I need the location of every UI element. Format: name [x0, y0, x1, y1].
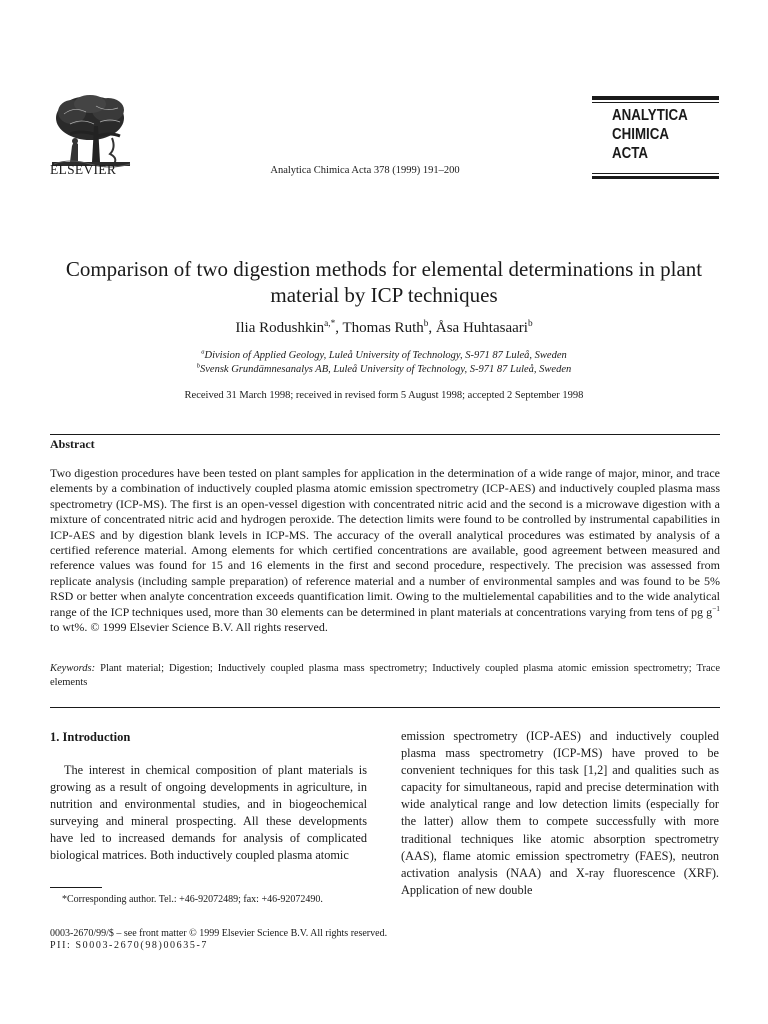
publisher-name: ELSEVIER: [50, 162, 117, 177]
affiliation: [40, 364, 728, 375]
author-name: Åsa Huhtasaari: [435, 320, 528, 336]
body-paragraph-right: emission spectrometry (ICP-AES) and inductively coupled plasma mass spectrometry (ICP-MS) have proved to be convenient techniques for this task [1,2] and qualities such as capacity for simultaneous, rapid and precise determination with wide analytical range and low detection limits (especially for the latter) allow them to compete successfully with more traditional techniques like atomic absorption spectrometry (AAS), flame atomic emission spectrometry (FAES), neutron activation analysis (NAA) and X-ray fluorescence (XRF). Application of new double: [401, 729, 719, 897]
author-affiliation-mark: b: [527, 319, 533, 329]
brand-rule-bottom: [592, 176, 719, 179]
footnote-rule: [50, 887, 102, 888]
abstract-text-end: to wt%. © 1999 Elsevier Science B.V. All rights reserved.: [50, 620, 328, 635]
body-paragraph-left: The interest in chemical composition of plant materials is growing as a result of ongoing developments in agriculture, in nutrition and environmental studies, and in biogeochemical surveying and mineral prospecting. All these developments have led to increased demands for analysis of complicated biological matrices. Both inductively coupled plasma atomic: [50, 763, 367, 863]
affiliation-mark: b: [196, 362, 200, 370]
author-name: Ilia Rodushkin: [235, 320, 325, 336]
journal-citation: Analytica Chimica Acta 378 (1999) 191–200: [270, 165, 460, 176]
abstract-heading: Abstract: [50, 437, 95, 451]
corresponding-author-footnote: *Corresponding author. Tel.: +46-92072489; fax: +46-92072490.: [62, 894, 323, 905]
author-affiliation-mark: b: [423, 319, 429, 329]
journal-brand-line-2: CHIMICA: [612, 126, 670, 143]
keywords-rule: [50, 707, 720, 708]
received-dates: Received 31 March 1998; received in revised form 5 August 1998; accepted 2 September 1998: [184, 390, 584, 401]
front-matter-line: 0003-2670/99/$ – see front matter © 1999 Elsevier Science B.V. All rights reserved.: [50, 928, 388, 939]
keywords-text: Plant material; Digestion; Inductively coupled plasma mass spectrometry; Inductively coupled plasma atomic emission spectrometry; Trace elements: [50, 663, 720, 688]
abstract-text: [50, 466, 720, 635]
abstract-rule: [50, 434, 720, 435]
keywords-label: Keywords:: [50, 663, 96, 674]
journal-brand-line-1: ANALYTICA: [612, 107, 688, 124]
abstract-text-main: Two digestion procedures have been tested on plant samples for application in the determination of a wide range of major, minor, and trace elements by a combination of inductively coupled plasma atomic emission spectrometry (ICP-AES) and inductively coupled plasma mass spectrometry (ICP-MS). The first is an open-vessel digestion with concentrated nitric acid and the second is a microwave digestion with a mixture of concentrated nitric acid and hydrogen peroxide. The detection limits were found to be controlled by instrumental capabilities in ICP-AES and by digestion blank levels in ICP-MS. The accuracy of the overall analytical procedures was estimated by analysis of a certified reference material. Among elements for which certified concentrations are available, good agreement between measured and reference values was found for 15 and 16 elements in the first and second procedure, respectively. The precision was assessed from replicate analysis (including sample preparation) of reference material and a number of environmental samples and was found to be 5% RSD or better when analyte concentration exceeds quantification limit. Owing to the multielemental capabilities and to the wide analytical range of the ICP techniques used, more than 30 elements can be determined in plant materials at concentrations varying from tens of pg g: [50, 466, 720, 619]
journal-brand: [612, 106, 707, 163]
pii-line: PII: S0003-2670(98)00635-7: [50, 940, 208, 951]
brand-rule-top-thin: [592, 102, 719, 103]
affiliation-mark: a: [201, 348, 205, 356]
journal-brand-line-3: ACTA: [612, 145, 649, 162]
abstract-unit-exponent: −1: [712, 603, 720, 613]
keywords: [50, 662, 720, 690]
author-name: Thomas Ruth: [342, 320, 424, 336]
author-list: Ilia Rodushkin$^{a,*}$, Thomas Ruth$^b$, Åsa Huhtasaari$^b$: [235, 319, 533, 336]
section-heading: 1. Introduction: [50, 730, 131, 744]
affiliation-text: Svensk Grundämnesanalys AB, Luleå University of Technology, S-971 87 Luleå, Sweden: [200, 364, 572, 375]
article-title: Comparison of two digestion methods for elemental determinations in plant material by ICP techniques: [65, 257, 703, 307]
affiliation-text: Division of Applied Geology, Luleå University of Technology, S-971 87 Luleå, Sweden: [204, 350, 567, 361]
affiliation: [40, 350, 728, 361]
brand-rule-top: [592, 96, 719, 100]
brand-rule-bottom-thin: [592, 173, 719, 174]
author-affiliation-mark: a,*: [324, 319, 336, 329]
